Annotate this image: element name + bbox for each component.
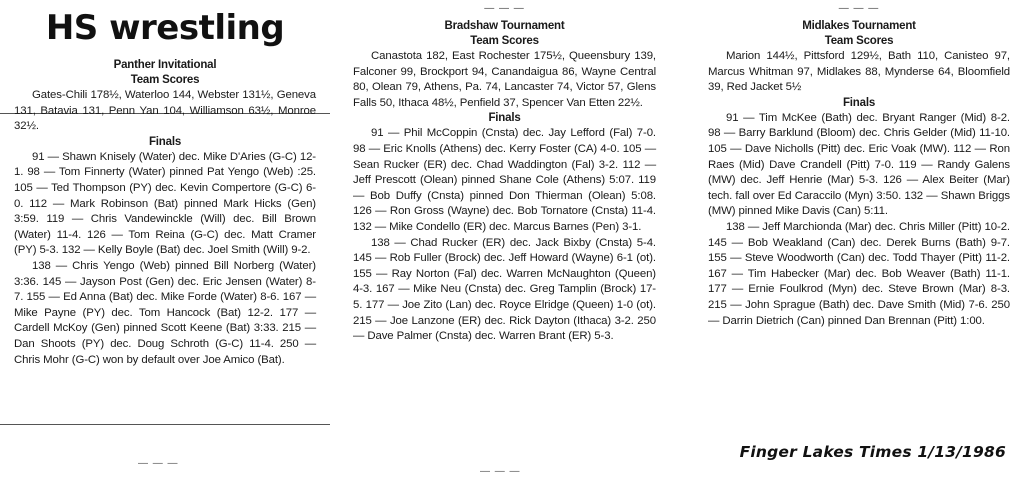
column-rule-line <box>0 424 330 425</box>
section-separator: — — — <box>838 3 880 14</box>
finals-results: 91 — Tim McKee (Bath) dec. Bryant Ranger (Mid) 8-2. 98 — Barry Barklund (Bloom) dec. Chris Gelder (Mid) 11-10. 105 — Dave Nicholls (Pitt) dec. Eric Voak (MW). 112 — Ron Raes (Mid) Dave Crandell (Pitt) 7-0. 119 — Randy Galens (MW) dec. Jeff Henrie (Mar) 5-3. 126 — Alex Beiter (Mar) tech. fall over Ed Caraccilo (Myn) 3:50. 132 — Shawn Briggs (MW) pinned Mike Davis (Can) 5:11. <box>708 111 1010 218</box>
team-scores-heading: Team Scores <box>130 74 200 86</box>
team-scores-heading: Team Scores <box>824 35 894 47</box>
finals-results: 91 — Phil McCoppin (Cnsta) dec. Jay Lefford (Fal) 7-0. 98 — Eric Knolls (Athens) dec. Kerry Foster (CA) 4-0. 105 — Sean Rucker (ER) dec. Chad Waddington (Fal) 3-2. 112 — Jeff Prescott (Olean) pinned Shane Cole (Athens) 5:07. 119 — Bob Duffy (Cnsta) pinned Don Thierman (Olean) 5:08. 126 — Ron Gross (Wayne) dec. Bob Tornatore (Cnsta) 11-4. 132 — Mike Condello (ER) dec. Marcus Barnes (Pen) 3-1. <box>353 127 656 233</box>
tournament-title: Bradshaw Tournament <box>444 20 565 32</box>
source-credit: Finger Lakes Times 1/13/1986 <box>739 443 1006 461</box>
article-column-right <box>708 0 1010 329</box>
finals-results: 138 — Chris Yengo (Web) pinned Bill Norberg (Water) 3:36. 145 — Jayson Post (Gen) dec. Eric Jensen (Water) 8-7. 155 — Ed Anna (Bat) dec. Mike Forde (Water) 8-6. 167 — Mike Payne (PY) dec. Tom Hancock (Bat) 12-2. 177 — Cardell McKoy (Gen) pinned Scott Keene (Bat) 3:33. 215 — Dan Shoots (PY) dec. Doug Schroth (G-C) 11-4. 250 — Chris Mohr (G-C) won by default over Joe Amico (Bat). <box>14 259 316 366</box>
section-separator: — — — <box>480 466 521 477</box>
article-column-left <box>14 0 316 368</box>
headline: HS wrestling <box>45 8 285 48</box>
team-scores-text: Gates-Chili 178½, Waterloo 144, Webster 131½, Geneva 131, Batavia 131, Penn Yan 104, Williamson 63½, Monroe 32½. <box>14 89 316 133</box>
tournament-title: Midlakes Tournament <box>802 20 916 32</box>
article-column-middle <box>353 0 656 345</box>
section-separator: — — — <box>138 458 179 469</box>
finals-results: 138 — Chad Rucker (ER) dec. Jack Bixby (Cnsta) 5-4. 145 — Rob Fuller (Brock) dec. Jeff Howard (Wayne) 6-1 (ot). 155 — Ray Norton (Fal) dec. Warren McNaughton (Queen) 4-3. 167 — Mike Neu (Cnsta) dec. Greg Tamplin (Brock) 17-5. 177 — Joe Zito (Lan) dec. Royce Elridge (Queen) 1-0 (ot). 215 — Joe Lanzone (ER) dec. Rick Dayton (Ithaca) 3-2. 250 — Dave Palmer (Cnsta) dec. Warren Brant (ER) 5-3. <box>353 236 656 343</box>
finals-results: 138 — Jeff Marchionda (Mar) dec. Chris Miller (Pitt) 10-2. 145 — Bob Weakland (Can) dec. Derek Burns (Bath) 9-7. 155 — Steve Woodworth (Can) dec. Todd Thayer (Pitt) 11-2. 167 — Tim Habecker (Mar) dec. Bob Weaver (Bath) 11-1. 177 — Ernie Foulkrod (Myn) dec. Steve Brown (Mar) 8-3. 215 — John Sprague (Bath) dec. Dave Smith (Mid) 7-6. 250 — Darrin Dietrich (Can) pinned Dan Brennan (Pitt) 1:00. <box>708 220 1010 327</box>
team-scores-text: Marion 144½, Pittsford 129½, Bath 110, Canisteo 97, Marcus Whitman 97, Midlakes 88, Mynderse 64, Bloomfield 39, Red Jacket 5½ <box>708 50 1010 94</box>
section-separator: — — — <box>484 3 525 14</box>
finals-heading: Finals <box>148 135 182 148</box>
finals-heading: Finals <box>488 112 521 125</box>
team-scores-heading: Team Scores <box>470 35 539 47</box>
team-scores-text: Canastota 182, East Rochester 175½, Queensbury 139, Falconer 99, Brockport 94, Canandaigua 86, Wayne Central 80, Olean 79, Athens, Pa. 74, Lancaster 74, Victor 57, Glens Falls 50, Ithaca 48½, Penfield 37, Spencer Van Etten 22½. <box>353 50 656 109</box>
finals-heading: Finals <box>842 96 876 109</box>
finals-results: 91 — Shawn Knisely (Water) dec. Mike D'Aries (G-C) 12-1. 98 — Tom Finnerty (Water) pinned Pat Yengo (Web) :25. 105 — Ted Thompson (PY) dec. Kevin Compertore (G-C) 6-0. 112 — Mark Robinson (Bat) pinned Mark Hicks (Gen) 3:59. 119 — Chris Vandewinckle (Will) dec. Bill Brown (Water) 11-4. 126 — Tom Reina (G-C) dec. Matt Cramer (PY) 5-3. 132 — Kelly Boyle (Bat) dec. Joel Smith (Will) 9-2. <box>14 150 316 257</box>
tournament-title: Panther Invitational <box>113 59 217 71</box>
